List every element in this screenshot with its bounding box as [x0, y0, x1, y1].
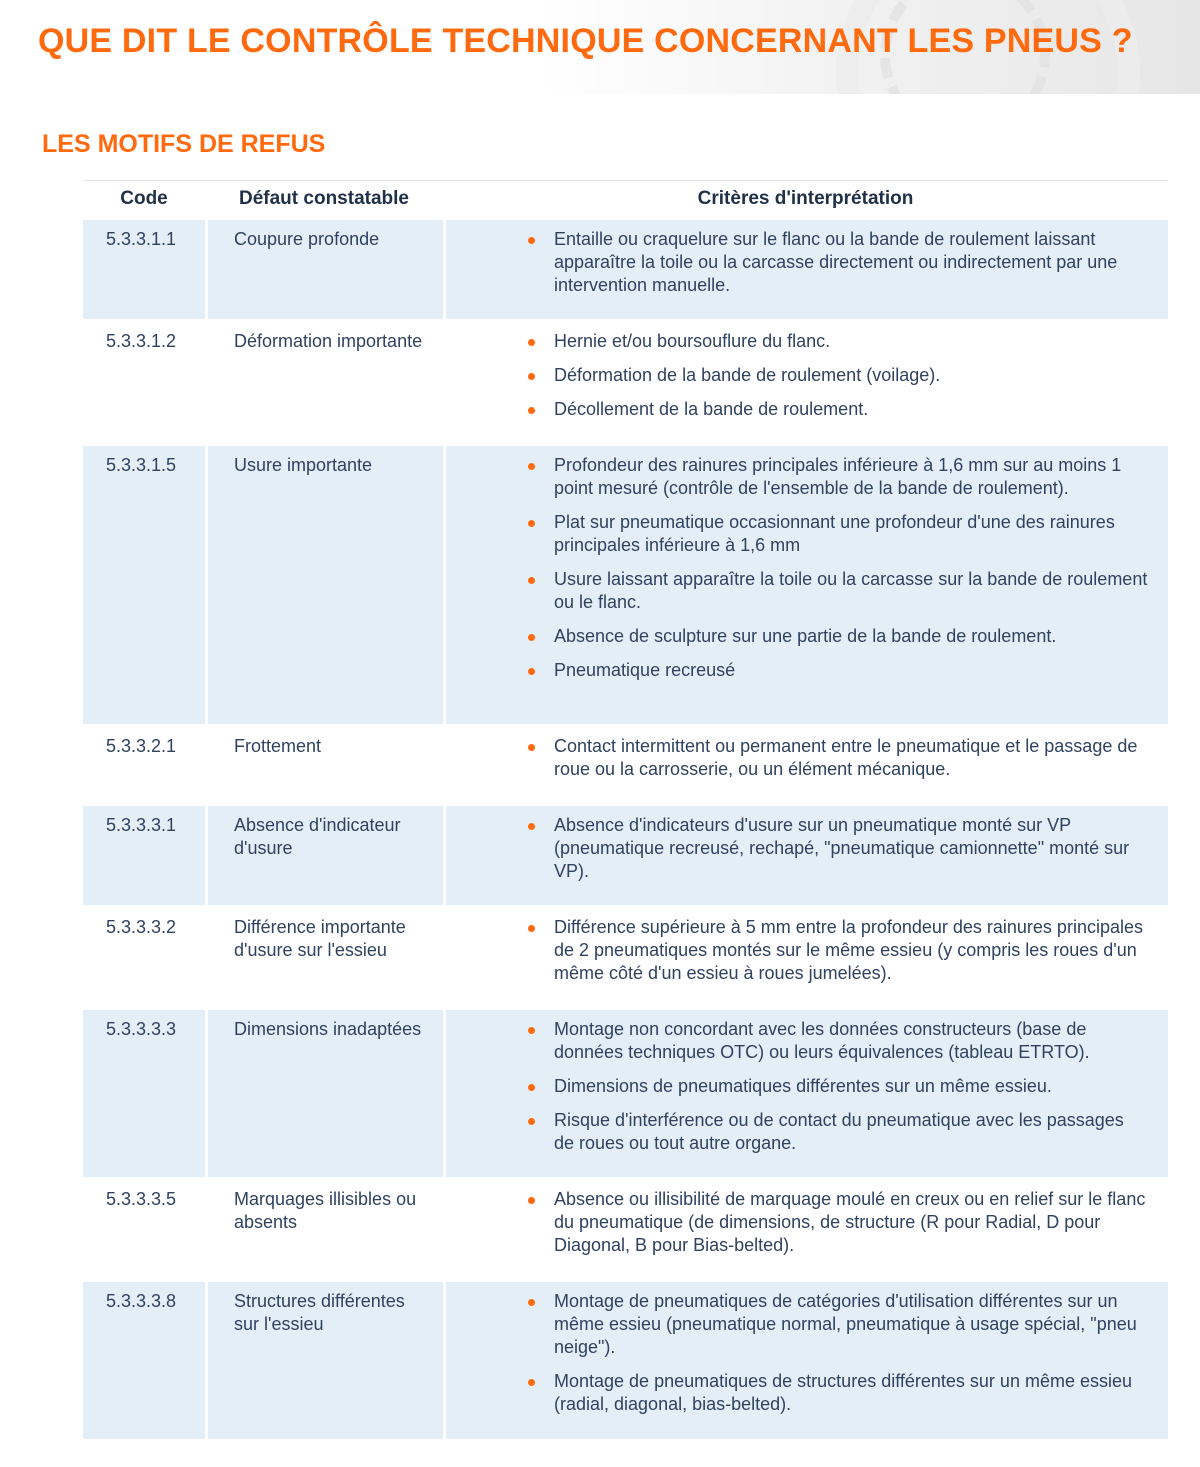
cell-criteres — [443, 1007, 1168, 1177]
criteria-text: Montage de pneumatiques de catégories d'utilisation différentes sur un même essieu (pneumatique normal, pneumatique à usage spécial, "pneu neige"). — [554, 1291, 1137, 1357]
table-row — [83, 724, 1168, 803]
table-row — [83, 1177, 1168, 1279]
bullet-icon — [528, 668, 535, 675]
list-item — [528, 568, 1148, 614]
criteria-text: Plat sur pneumatique occasionnant une profondeur d'une des rainures principales inférieure à 1,6 mm — [554, 512, 1115, 555]
criteria-text: Montage non concordant avec les données constructeurs (base de données techniques OTC) ou leurs équivalences (tableau ETRTO). — [554, 1019, 1090, 1062]
list-item — [528, 659, 1148, 682]
criteria-list — [528, 916, 1148, 985]
cell-criteres — [443, 319, 1168, 443]
table-header-row — [83, 181, 1168, 217]
refusal-table — [83, 180, 1168, 1439]
header-code: Code — [120, 188, 168, 209]
bullet-icon — [528, 577, 535, 584]
cell-defaut: Structures différentes sur l'essieu — [205, 1279, 443, 1439]
cell-defaut: Frottement — [205, 724, 443, 803]
list-item — [528, 454, 1148, 500]
bullet-icon — [528, 1197, 535, 1204]
criteria-text: Dimensions de pneumatiques différentes sur un même essieu. — [554, 1076, 1052, 1096]
cell-code: 5.3.3.3.3 — [83, 1007, 205, 1177]
table-body — [83, 217, 1168, 1439]
cell-code: 5.3.3.3.2 — [83, 905, 205, 1007]
list-item — [528, 364, 1148, 387]
criteria-text: Absence de sculpture sur une partie de la bande de roulement. — [554, 626, 1057, 646]
cell-code: 5.3.3.1.1 — [83, 217, 205, 319]
list-item — [528, 1370, 1148, 1416]
criteria-list — [528, 228, 1148, 297]
bullet-icon — [528, 1379, 535, 1386]
header-defaut: Défaut constatable — [239, 188, 409, 209]
cell-code: 5.3.3.3.8 — [83, 1279, 205, 1439]
table-row — [83, 1007, 1168, 1177]
list-item — [528, 1018, 1148, 1064]
table-row — [83, 443, 1168, 724]
table-row — [83, 319, 1168, 443]
cell-code: 5.3.3.1.2 — [83, 319, 205, 443]
cell-criteres — [443, 217, 1168, 319]
criteria-text: Montage de pneumatiques de structures différentes sur un même essieu (radial, diagonal, bias-belted). — [554, 1371, 1132, 1414]
bullet-icon — [528, 520, 535, 527]
bullet-icon — [528, 339, 535, 346]
cell-defaut: Différence importante d'usure sur l'essieu — [205, 905, 443, 1007]
list-item — [528, 625, 1148, 648]
section-title: LES MOTIFS DE REFUS — [42, 130, 326, 158]
bullet-icon — [528, 407, 535, 414]
header-criteres: Critères d'interprétation — [697, 188, 914, 209]
list-item — [528, 330, 1148, 353]
criteria-text: Absence ou illisibilité de marquage moulé en creux ou en relief sur le flanc du pneumatique (de dimensions, de structure (R pour Radial, D pour Diagonal, B pour Bias-belted). — [554, 1189, 1146, 1255]
criteria-text: Déformation de la bande de roulement (voilage). — [554, 365, 941, 385]
criteria-list — [528, 454, 1148, 682]
table-row — [83, 1279, 1168, 1439]
list-item — [528, 916, 1148, 985]
list-item — [528, 398, 1148, 421]
cell-defaut: Marquages illisibles ou absents — [205, 1177, 443, 1279]
cell-defaut: Absence d'indicateur d'usure — [205, 803, 443, 905]
criteria-text: Risque d'interférence ou de contact du pneumatique avec les passages de roues ou tout autre organe. — [554, 1110, 1124, 1153]
bullet-icon — [528, 373, 535, 380]
list-item — [528, 814, 1148, 883]
cell-defaut: Usure importante — [205, 443, 443, 724]
cell-defaut: Dimensions inadaptées — [205, 1007, 443, 1177]
table-row — [83, 217, 1168, 319]
criteria-text: Différence supérieure à 5 mm entre la profondeur des rainures principales de 2 pneumatiques montés sur le même essieu (y compris les roues d'un même côté d'un essieu à roues jumelées). — [554, 917, 1143, 983]
criteria-text: Décollement de la bande de roulement. — [554, 399, 869, 419]
cell-code: 5.3.3.3.1 — [83, 803, 205, 905]
cell-defaut: Déformation importante — [205, 319, 443, 443]
criteria-list — [528, 1188, 1148, 1257]
cell-criteres — [443, 905, 1168, 1007]
table-row — [83, 803, 1168, 905]
bullet-icon — [528, 744, 535, 751]
cell-code: 5.3.3.1.5 — [83, 443, 205, 724]
cell-defaut: Coupure profonde — [205, 217, 443, 319]
cell-criteres — [443, 1177, 1168, 1279]
cell-criteres — [443, 443, 1168, 724]
list-item — [528, 511, 1148, 557]
bullet-icon — [528, 634, 535, 641]
criteria-text: Contact intermittent ou permanent entre le pneumatique et le passage de roue ou la carrosserie, ou un élément mécanique. — [554, 736, 1138, 779]
criteria-list — [528, 735, 1148, 781]
list-item — [528, 228, 1148, 297]
bullet-icon — [528, 925, 535, 932]
cell-criteres — [443, 1279, 1168, 1439]
cell-criteres — [443, 724, 1168, 803]
bullet-icon — [528, 463, 535, 470]
bullet-icon — [528, 1084, 535, 1091]
criteria-text: Pneumatique recreusé — [554, 660, 736, 680]
list-item — [528, 1075, 1148, 1098]
criteria-list — [528, 1018, 1148, 1155]
bullet-icon — [528, 1118, 535, 1125]
cell-code: 5.3.3.3.5 — [83, 1177, 205, 1279]
table-row — [83, 905, 1168, 1007]
criteria-text: Usure laissant apparaître la toile ou la carcasse sur la bande de roulement ou le flanc. — [554, 569, 1148, 612]
bullet-icon — [528, 1299, 535, 1306]
list-item — [528, 735, 1148, 781]
bullet-icon — [528, 823, 535, 830]
criteria-list — [528, 1290, 1148, 1416]
criteria-text: Profondeur des rainures principales inférieure à 1,6 mm sur au moins 1 point mesuré (contrôle de l'ensemble de la bande de roulement). — [554, 455, 1122, 498]
page-title: QUE DIT LE CONTRÔLE TECHNIQUE CONCERNANT LES PNEUS ? — [38, 22, 1133, 60]
bullet-icon — [528, 237, 535, 244]
criteria-text: Hernie et/ou boursouflure du flanc. — [554, 331, 831, 351]
cell-criteres — [443, 803, 1168, 905]
criteria-text: Entaille ou craquelure sur le flanc ou la bande de roulement laissant apparaître la toile ou la carcasse directement ou indirectement par une intervention manuelle. — [554, 229, 1118, 295]
list-item — [528, 1109, 1148, 1155]
list-item — [528, 1290, 1148, 1359]
bullet-icon — [528, 1027, 535, 1034]
criteria-list — [528, 814, 1148, 883]
list-item — [528, 1188, 1148, 1257]
criteria-list — [528, 330, 1148, 421]
criteria-text: Absence d'indicateurs d'usure sur un pneumatique monté sur VP (pneumatique recreusé, rechapé, "pneumatique camionnette" monté sur VP). — [554, 815, 1130, 881]
cell-code: 5.3.3.2.1 — [83, 724, 205, 803]
